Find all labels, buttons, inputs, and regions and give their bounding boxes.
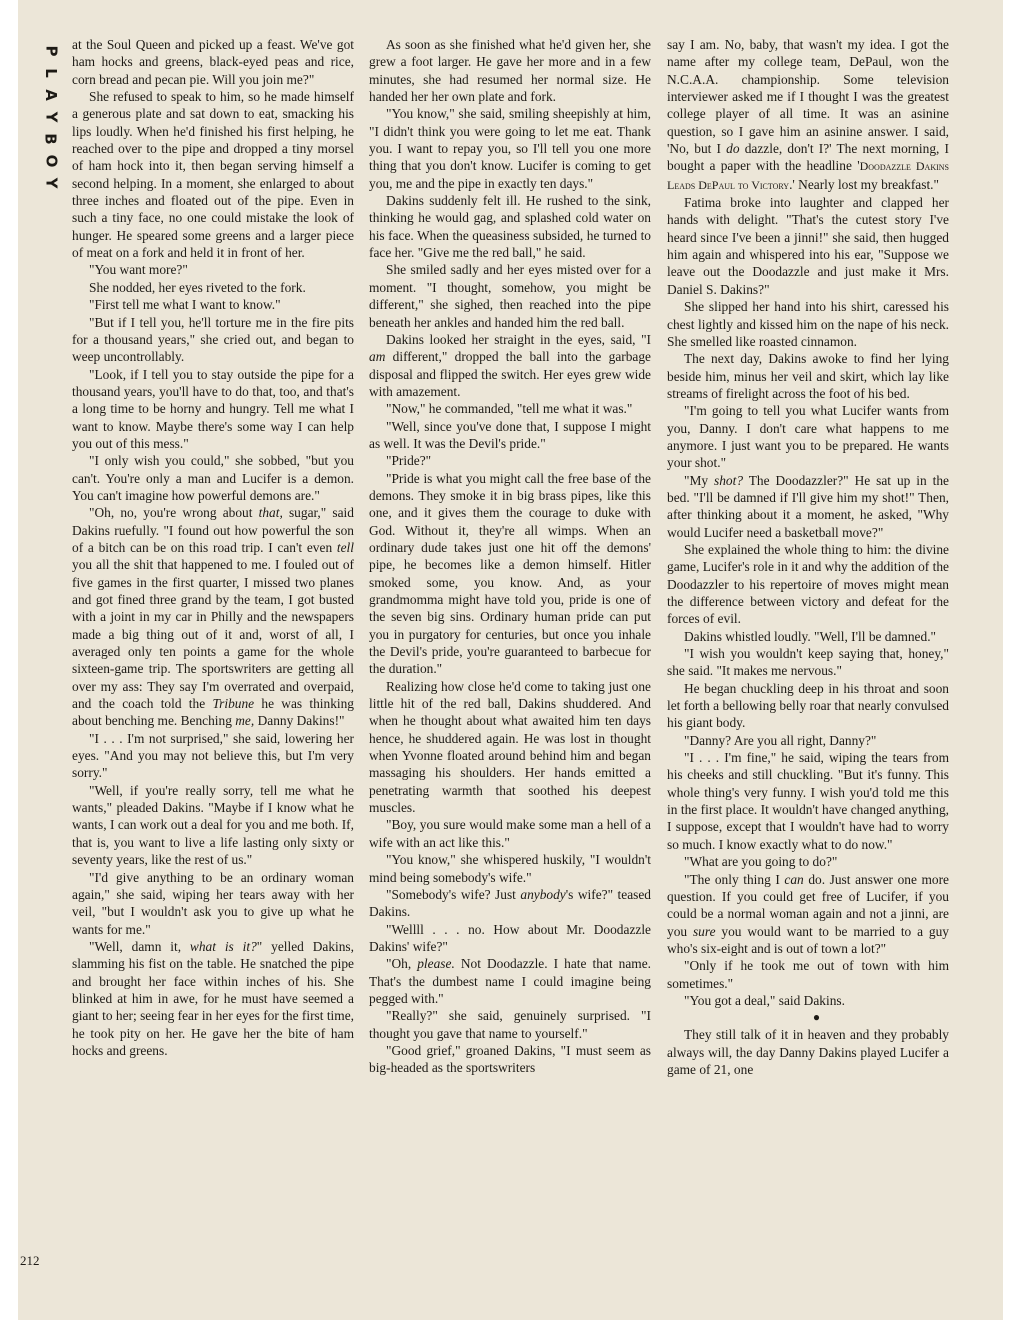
text-run: dazzle, don't I?' The next morning, I bought a paper with the headline ' [667, 141, 949, 174]
paragraph [369, 418, 651, 453]
italic-text: tell [336, 539, 354, 555]
paragraph [667, 871, 949, 958]
paragraph [667, 992, 949, 1009]
italic-text: anybody [520, 886, 566, 902]
text-run: "Oh, no, you're wrong about [89, 505, 259, 521]
text-run: say I am. No, baby, that wasn't my idea. I got the name after my college team, DePaul, won the N.C.A.A. championship. Some television interviewer asked me if I thought I was the greatest college player of all time. It was an asinine question, so I gave him an asinine answer. I said, 'No, but I [667, 37, 949, 157]
text-run: They still talk of it in heaven and they probably always will, the day Danny Dakins played Lucifer a game of 21, one [667, 1027, 949, 1077]
text-run: "Only if he took me out of town with him sometimes." [667, 958, 949, 991]
italic-text: sure [692, 923, 716, 939]
text-run: "What are you going to do?" [684, 854, 838, 870]
text-run: you would want to be married to a guy who's six-eight and is out of town a lot?" [667, 923, 950, 956]
text-run: "Pride is what you might call the free base of the demons. They smoke it in big brass pipes, like this one, and it gives them the courage to duke with God. Without it, they're all wimps. When an ordinary dude takes just one hit off the demons' pipe, he becomes like a demon himself. Hitler smoked some, you know. And, as your grandmomma might have told you, pride is one of the seven big sins. Ordinary human pride can put you in purgatory for centuries, but once you inhale the Devil's pride, you're guaranteed to barbecue for the duration." [369, 470, 651, 677]
masthead-letter: A [41, 89, 60, 101]
text-run: "My [684, 472, 715, 488]
text-run: The Doodazzler?" He sat up in the bed. "I'll be damned if I'll give him my shot!" Then, after thinking about it a moment, he asked, "Why would Lucifer need a basketball move?" [667, 472, 949, 540]
text-run: "I only wish you could," she sobbed, "but you can't. You're only a man and Lucifer is a demon. You can't imagine how powerful demons are." [72, 453, 354, 503]
text-column-1 [72, 36, 354, 1059]
text-run: sugar," said Dakins ruefully. "I found out how powerful the son of a bitch can be on this road trip. I can't even [72, 505, 354, 555]
italic-text: that, [258, 505, 283, 521]
text-run: .' Nearly lost my breakfast." [789, 176, 939, 192]
paragraph [72, 314, 354, 366]
paragraph [667, 350, 949, 402]
masthead-letter: L [42, 68, 60, 78]
text-run: "Boy, you sure would make some man a hell of a wife with an act like this." [369, 817, 651, 850]
italic-text: can [784, 871, 804, 887]
text-run: Dakins whistled loudly. "Well, I'll be damned." [684, 628, 937, 644]
text-run: She nodded, her eyes riveted to the fork. [89, 279, 306, 295]
paragraph [72, 279, 354, 296]
paragraph [667, 472, 949, 541]
paragraph [369, 886, 651, 921]
text-run: "Wellll . . . no. How about Mr. Doodazzle Dakins' wife?" [369, 921, 651, 954]
text-column-2 [369, 36, 651, 1077]
text-run: He began chuckling deep in his throat and soon let forth a bellowing belly roar that nearly convulsed his giant body. [667, 680, 949, 731]
text-run: She slipped her hand into his shirt, caressed his chest lightly and kissed him on the nape of his neck. She smelled like roasted cinnamon. [667, 299, 949, 349]
text-run: Danny Dakins!" [254, 713, 345, 729]
italic-text: what is it? [189, 938, 257, 954]
text-run: "Pride?" [386, 453, 432, 469]
masthead-letter: P [42, 45, 60, 57]
masthead-letter: Y [42, 111, 60, 123]
paragraph [667, 680, 949, 732]
paragraph [72, 88, 354, 261]
page-number: 212 [20, 1253, 40, 1268]
paragraph [667, 402, 949, 471]
text-run: "I'd give anything to be an ordinary woman again," she said, wiping her tears away with her veil, "but I wouldn't ask you to give up what he wants for me." [72, 869, 354, 937]
italic-text: Tribune [212, 696, 255, 712]
paragraph [667, 1026, 949, 1078]
text-run: "I . . . I'm fine," he said, wiping the tears from his cheeks and still chuckling. "But it's funny. This whole thing's very funny. I wish you'd told me this in the first place. It wouldn't have changed anything, I suppose, except that I wouldn't have had to worry so much. I know exactly what to do now." [667, 750, 949, 852]
text-run: "The only thing I [684, 871, 785, 887]
text-run: The next day, Dakins awoke to find her lying beside him, minus her veil and skirt, which lay like streams of firelight across the foot of his bed. [667, 351, 949, 401]
text-run: do. Just answer one more question. If you could get free of Lucifer, if you could be a normal woman again and not a jinni, are you [667, 871, 949, 939]
text-run: different," dropped the ball into the garbage disposal and flipped the switch. Her eyes grew wide with amazement. [369, 349, 651, 399]
small-caps-text: Doodazzle Dakins Leads DePaul to Victory [667, 159, 949, 192]
text-run: She explained the whole thing to him: the divine game, Lucifer's role in it and why the addition of the Doodazzler to his repertoire of moves might mean the difference between victory and defeat for the forces of evil. [667, 541, 949, 627]
text-run: "You want more?" [89, 262, 188, 278]
paragraph [369, 921, 651, 956]
text-run: you all the shit that happened to me. I fouled out of five games in the first quarter, I missed two planes and got fined three grand by the team, I got busted with a joint in my car in Philly and the newspapers made a big thing out of it and, worst of all, I averaged only ten points a game for the whole sixteen-game trip. The sportswriters are getting all over my ass: They say I'm overrated and overpaid, and the coach told the [72, 557, 354, 712]
text-run: She smiled sadly and her eyes misted over for a moment. "I thought, somehow, you might be different," she sighed, then reached into the pipe beneath her ankles and handed him the red ball. [369, 262, 651, 330]
paragraph [369, 851, 651, 886]
paragraph [667, 628, 949, 645]
text-run: "Now," he commanded, "tell me what it was." [386, 401, 633, 417]
paragraph [369, 1042, 651, 1077]
paragraph [72, 938, 354, 1059]
text-run: "Danny? Are you all right, Danny?" [684, 732, 877, 748]
italic-text: am [369, 349, 386, 365]
text-run: Dakins looked her straight in the eyes, said, "I [386, 331, 651, 347]
paragraph [667, 853, 949, 870]
text-run: "But if I tell you, he'll torture me in the fire pits for a thousand years," she cried out, and began to weep uncontrollably. [72, 314, 354, 365]
paragraph [369, 192, 651, 261]
paragraph [667, 732, 949, 749]
text-run: "Oh, [386, 956, 418, 972]
italic-text: please. [417, 956, 455, 972]
text-run: She refused to speak to him, so he made himself a generous plate and sat down to eat, smacking his lips loudly. When he'd finished his first helping, he reached over to the pipe and dropped a tiny morsel of ham hock into it, then began serving himself a second helping. In a moment, she enlarged to about three inches and floated out of the pipe. Even in such a tiny face, no one could mistake the look of hunger. He speared some greens and a larger piece of meat on a fork and held it in front of her. [72, 89, 354, 261]
paragraph [369, 105, 651, 192]
paragraph [72, 730, 354, 782]
text-run: "I'm going to tell you what Lucifer wants from you, Danny. I don't care what happens to me anymore. I just want you to be prepared. He wants your shot." [667, 403, 949, 471]
text-run: "You got a deal," said Dakins. [684, 992, 845, 1008]
text-run: Dakins suddenly felt ill. He rushed to the sink, thinking he would gag, and splashed cold water on his face. When the queasiness subsided, he turned to face her. "Give me the red ball," he said. [369, 193, 651, 261]
text-run: "Somebody's wife? Just [386, 886, 521, 902]
paragraph [72, 366, 354, 453]
paragraph [667, 749, 949, 853]
text-run: " yelled Dakins, slamming his fist on the table. He snatched the pipe and brought her face within inches of his. She blinked at him in awe, for he must have seemed a giant to her; seeing fear in her eyes for the first time, he took pity on her. He gave her the bite of ham hocks and greens. [72, 938, 354, 1058]
text-run: "Look, if I tell you to stay outside the pipe for a thousand years, you'll have to do that, too, and that's a long time to be horny and hungry. Tell me what I want to know. Maybe there's some way I can help you out of this mess." [72, 366, 354, 451]
text-run: Realizing how close he'd come to taking just one little hit of the red ball, Dakins shuddered. And when he thought about what awaited him ten days hence, he shuddered again. He was lost in thought when Yvonne floated around behind him and began massaging his shoulders. Her hands emitted a penetrating warmth that soothed his deepest muscles. [369, 678, 651, 816]
text-run: he was thinking about benching me. Benching [72, 696, 355, 729]
paragraph [667, 36, 949, 194]
paragraph [369, 331, 651, 400]
text-run: at the Soul Queen and picked up a feast. We've got ham hocks and greens, black-eyed peas and rice, corn bread and pecan pie. Will you join me?" [72, 37, 354, 87]
paragraph [72, 296, 354, 313]
paragraph [667, 298, 949, 350]
text-column-3 [667, 36, 949, 1078]
paragraph [72, 782, 354, 869]
paragraph [369, 678, 651, 817]
paragraph [369, 1007, 651, 1042]
paragraph [667, 957, 949, 992]
paragraph [369, 261, 651, 330]
italic-text: shot? [714, 472, 744, 488]
text-run: Not Doodazzle. I hate that name. That's the dumbest name I could imagine being pegged with." [369, 956, 651, 1006]
section-break-bullet [667, 1009, 949, 1026]
masthead-letter: Y [42, 177, 60, 189]
text-run: ● [812, 1010, 821, 1025]
paragraph [72, 36, 354, 88]
italic-text: do [726, 141, 740, 157]
paragraph [369, 452, 651, 469]
paragraph [72, 452, 354, 504]
paragraph [369, 816, 651, 851]
text-run: Fatima broke into laughter and clapped her hands with delight. "That's the cutest story I've heard since I've been a jinni!" she said, then hugged him again and whispered into his ear, "Suppose we leave out the Doodazzle and just make it Mrs. Daniel S. Dakins?" [667, 195, 949, 297]
paragraph [369, 955, 651, 1007]
paragraph [72, 261, 354, 278]
italic-text: me, [235, 713, 255, 729]
text-run: "Good grief," groaned Dakins, "I must seem as big-headed as the sportswriters [369, 1042, 651, 1076]
masthead-letter: O [41, 154, 60, 168]
text-run: "You know," she whispered huskily, "I wouldn't mind being somebody's wife." [369, 852, 651, 885]
text-run: "Really?" she said, genuinely surprised. "I thought you gave that name to yourself." [369, 1008, 651, 1041]
playboy-masthead [34, 40, 60, 194]
text-run: "First tell me what I want to know." [89, 297, 281, 313]
paragraph [369, 400, 651, 417]
magazine-page [18, 0, 1003, 1320]
paragraph [667, 645, 949, 680]
text-run: 's wife?" teased Dakins. [369, 886, 651, 920]
paragraph [667, 541, 949, 628]
masthead-letter: B [42, 133, 60, 145]
text-run: "Well, if you're really sorry, tell me what he wants," pleaded Dakins. "Maybe if I know what he wants, I can work out a deal for you and me both. If, that is, you want to live a life lasting only sixty or seventy years, like the rest of us." [72, 782, 354, 868]
paragraph [369, 36, 651, 105]
text-run: "I wish you wouldn't keep saying that, honey," she said. "It makes me nervous." [667, 646, 949, 679]
text-run: "Well, damn it, [89, 938, 190, 954]
text-run: "Well, since you've done that, I suppose I might as well. It was the Devil's pride." [369, 418, 651, 451]
paragraph [369, 470, 651, 678]
paragraph [72, 869, 354, 938]
text-run: As soon as she finished what he'd given her, she grew a foot larger. He gave her more and in a few minutes, she had resumed her normal size. He handed her her own plate and fork. [369, 37, 651, 105]
text-run: "I . . . I'm not surprised," she said, lowering her eyes. "And you may not believe this, but I'm very sorry." [72, 730, 354, 781]
paragraph [72, 504, 354, 729]
text-run: "You know," she said, smiling sheepishly at him, "I didn't think you were going to let me eat. Thank you. I want to repay you, so I'll tell you one more thing that you don't know. Lucifer is coming to get you, me and the pipe in exactly ten days." [369, 106, 651, 191]
paragraph [667, 194, 949, 298]
